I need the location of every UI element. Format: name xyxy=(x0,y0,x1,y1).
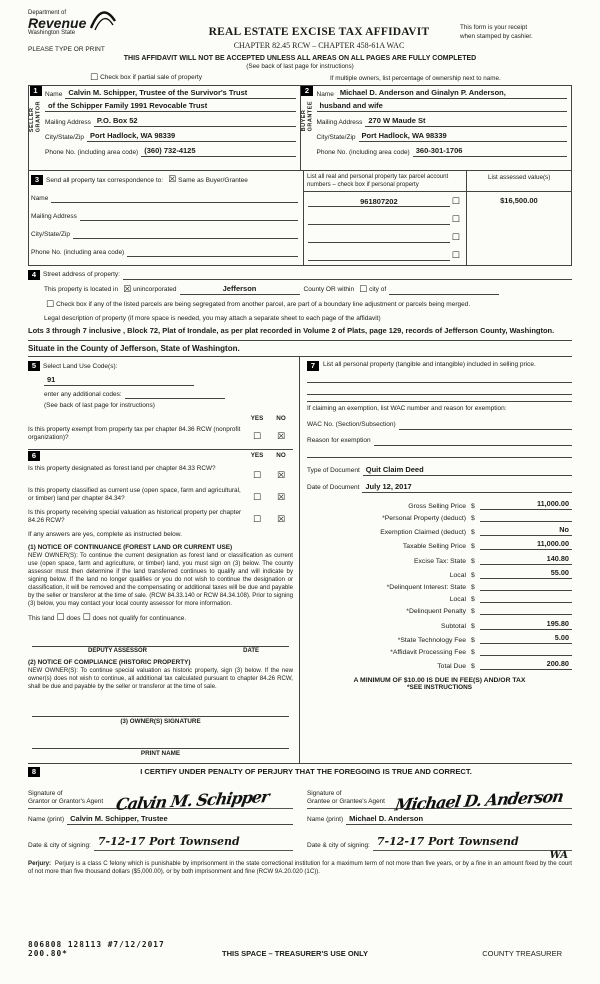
corr-mailing-field[interactable] xyxy=(80,211,298,221)
logo-dept-of: Department of xyxy=(28,10,67,16)
section-3 xyxy=(28,171,572,266)
grantee-side-word: GRANTEE xyxy=(307,101,313,132)
receipt-note xyxy=(460,10,572,41)
print-name-line[interactable] xyxy=(32,737,289,749)
parcel-header-line2: numbers – check box if personal property xyxy=(307,180,419,188)
section6-no-header: NO xyxy=(276,452,286,460)
receipt-note-line2: when stamped by cashier. xyxy=(460,32,533,40)
exemption-claim-label: If claiming an exemption, list WAC number and reason for exemption: xyxy=(307,405,507,413)
seller-csz-value: Port Hadlock, WA 98339 xyxy=(87,131,295,142)
money-row xyxy=(307,582,572,591)
land-does-checkbox[interactable]: ☐ xyxy=(56,612,65,623)
state-technology-fee-value: 5.00 xyxy=(480,633,572,644)
money-row xyxy=(307,619,572,630)
parcel-number-field-3[interactable] xyxy=(308,233,450,243)
section-2-badge: 2 xyxy=(301,86,313,96)
send-correspondence-label: Send all property tax correspondence to: xyxy=(46,176,164,184)
treasurer-space-label: THIS SPACE – TREASURER'S USE ONLY xyxy=(222,949,368,958)
deputy-assessor-signature-line[interactable] xyxy=(32,635,289,647)
dollar-sign: $ xyxy=(471,502,475,510)
located-in-label: This property is located in xyxy=(44,286,119,294)
date-of-document-label: Date of Document xyxy=(307,484,360,492)
notice1-title: (1) NOTICE OF CONTINUANCE (FOREST LAND OR CURRENT USE) xyxy=(28,544,233,552)
buyer-csz-value: Port Hadlock, WA 98339 xyxy=(359,131,567,142)
receipt-note-line1: This form is your receipt xyxy=(460,24,528,31)
section-7-badge: 7 xyxy=(307,361,319,371)
partial-sale-label: Check box if partial sale of property xyxy=(100,74,202,82)
street-address-field[interactable] xyxy=(123,271,572,280)
section-5-badge: 5 xyxy=(28,361,40,371)
grantee-signature-area[interactable] xyxy=(307,783,572,815)
minimum-fee-note: A MINIMUM OF $10.00 IS DUE IN FEE(S) AND/OR TAX xyxy=(353,677,526,685)
tax-correspondence-block xyxy=(29,171,303,265)
buyer-mailing-value: 270 W Maude St xyxy=(365,116,567,127)
cashier-receipt-stamp: 806808 128113 #7/12/2017 200.80* xyxy=(28,940,165,958)
dollar-sign: $ xyxy=(471,571,475,579)
gross-selling-price-label: Gross Selling Price xyxy=(408,502,466,510)
dor-logo xyxy=(28,10,178,36)
seller-name-value-line2: of the Schipper Family 1991 Revocable Trust xyxy=(45,101,296,112)
notice2-title: (2) NOTICE OF COMPLIANCE (HISTORIC PROPERTY) xyxy=(28,658,191,666)
parcel-row1-personal-checkbox[interactable]: ☐ xyxy=(451,196,460,207)
parcel-header-line1: List all real and personal property tax parcel account xyxy=(307,173,449,180)
seller-grantor-side-label xyxy=(29,101,42,132)
delinquent-penalty-label: *Delinquent Penalty xyxy=(406,608,466,616)
dollar-sign: $ xyxy=(471,529,475,537)
perjury-note xyxy=(28,860,572,876)
land-use-code-value: 91 xyxy=(44,375,194,386)
delinquent-interest-local-label: Local xyxy=(449,596,466,604)
county-value: Jefferson xyxy=(180,284,300,295)
section-4-badge: 4 xyxy=(28,270,40,280)
completion-warning: THIS AFFIDAVIT WILL NOT BE ACCEPTED UNLESS ALL AREAS ON ALL PAGES ARE FULLY COMPLETED xyxy=(123,55,477,62)
grantor-date-city-label: Date & city of signing: xyxy=(28,842,91,850)
grantor-date-city-value: 7-12-17 Port Townsend xyxy=(97,834,240,848)
unincorporated-checkbox[interactable]: ☒ xyxy=(123,284,132,295)
partial-sale-row xyxy=(28,74,572,83)
unincorporated-label: unincorporated xyxy=(133,286,177,294)
assessor-date-label: DATE xyxy=(243,647,259,654)
money-row xyxy=(307,513,572,522)
personal-property-deduct-value[interactable] xyxy=(480,513,572,522)
parcel-row3-personal-checkbox[interactable]: ☐ xyxy=(451,232,460,243)
additional-codes-field[interactable] xyxy=(125,390,225,399)
taxable-selling-price-label: Taxable Selling Price xyxy=(402,543,466,551)
subtotal-label: Subtotal xyxy=(441,622,466,630)
corr-name-label: Name xyxy=(31,194,49,202)
section-3-badge: 3 xyxy=(31,175,43,185)
reason-exemption-field-2[interactable] xyxy=(307,446,572,458)
parties-section xyxy=(28,85,572,171)
seller-mailing-label: Mailing Address xyxy=(45,118,91,126)
land-does-not-checkbox[interactable]: ☐ xyxy=(82,612,91,623)
chapter-line: CHAPTER 82.45 RCW – CHAPTER 458-61A WAC xyxy=(233,41,405,50)
personal-property-field-2[interactable] xyxy=(307,383,572,395)
taxable-selling-price-value: 11,000.00 xyxy=(480,539,572,550)
wac-no-label: WAC No. (Section/Subsection) xyxy=(307,421,396,429)
section5-see-back: (See back of last page for instructions) xyxy=(44,402,155,410)
seller-phone-value: (360) 732-4125 xyxy=(141,146,295,157)
grantor-printed-name: Calvin M. Schipper, Trustee xyxy=(67,814,293,825)
current-use-question: Is this property classified as current use (open space, farm and agricultural, or timber) land per chapter 84.34? xyxy=(28,486,241,503)
forest-no-checkbox[interactable]: ☒ xyxy=(276,470,286,481)
grantee-sig-label-line2: Grantee or Grantee's Agent xyxy=(307,798,385,806)
historic-question: Is this property receiving special valuation as historical property per chapter 84.26 RCW? xyxy=(28,508,242,525)
grantor-side-word: GRANTOR xyxy=(35,101,42,133)
exemption-claimed-label: Exemption Claimed (deduct) xyxy=(380,529,466,537)
current-use-yes-checkbox[interactable]: ☐ xyxy=(252,492,262,503)
personal-property-field-1[interactable] xyxy=(307,371,572,383)
exempt-question: Is this property exempt from property tax per chapter 84.36 RCW (nonprofit organization)? xyxy=(28,425,241,442)
legal-description-value: Lots 3 through 7 inclusive , Block 72, Plat of Irondale, as per plat recorded in Volume 2 of Plats, page 129, records of Jefferson County, Washington. xyxy=(28,326,555,336)
grantee-sig-label-line1: Signature of xyxy=(307,789,342,797)
parcel-header xyxy=(304,171,466,191)
total-due-label: Total Due xyxy=(437,663,466,671)
type-of-document-value: Quit Claim Deed xyxy=(363,465,572,476)
money-row xyxy=(307,499,572,510)
assessed-value-header: List assessed value(s) xyxy=(466,171,571,191)
delinquent-interest-state-value[interactable] xyxy=(480,582,572,591)
exemption-block xyxy=(307,401,572,457)
grantor-signature: Calvin M. Schipper xyxy=(114,786,271,814)
seller-name-label: Name xyxy=(45,90,63,98)
dollar-sign: $ xyxy=(471,596,475,604)
mid-columns xyxy=(28,357,572,763)
section-5 xyxy=(28,361,293,443)
total-due-value: 200.80 xyxy=(480,659,572,670)
money-row xyxy=(307,594,572,603)
no-header: NO xyxy=(276,414,286,422)
land-use-label: Select Land Use Code(s): xyxy=(43,362,118,370)
buyer-name-value: Michael D. Anderson and Ginalyn P. Anderson, xyxy=(337,88,567,99)
reason-exemption-label: Reason for exemption xyxy=(307,437,371,445)
seller-phone-label: Phone No. (including area code) xyxy=(45,148,139,156)
delinquent-interest-local-value[interactable] xyxy=(480,594,572,603)
affidavit-processing-fee-label: *Affidavit Processing Fee xyxy=(390,648,466,656)
money-row xyxy=(307,633,572,644)
type-of-document-label: Type of Document xyxy=(307,467,360,475)
yes-header: YES xyxy=(250,414,264,422)
state-technology-fee-label: *State Technology Fee xyxy=(397,636,466,644)
form-header xyxy=(28,10,572,53)
this-land-label: This land xyxy=(28,614,55,622)
corr-mailing-label: Mailing Address xyxy=(31,212,77,220)
delinquent-interest-state-label: *Delinquent Interest: State xyxy=(386,583,466,591)
historic-yes-checkbox[interactable]: ☐ xyxy=(252,514,262,525)
corr-phone-label: Phone No. (including area code) xyxy=(31,248,125,256)
subtotal-value: 195.80 xyxy=(480,619,572,630)
money-row xyxy=(307,525,572,536)
section-7 xyxy=(307,361,572,395)
section-8 xyxy=(28,764,572,861)
gross-selling-price-value: 11,000.00 xyxy=(480,499,572,510)
section-4 xyxy=(28,266,572,342)
buyer-mailing-label: Mailing Address xyxy=(316,118,363,126)
print-name-label: PRINT NAME xyxy=(140,749,181,757)
section-6-badge: 6 xyxy=(28,451,40,461)
grantee-date-city-value: 7-12-17 Port Townsend xyxy=(376,834,519,848)
grantor-sig-label-line1: Signature of xyxy=(28,789,63,797)
buyer-grantee-side-label xyxy=(301,101,314,131)
additional-codes-label: enter any additional codes: xyxy=(44,390,122,398)
legal-description-label: Legal description of property (if more space is needed, you may attach a separate sheet to each page of the affidavit) xyxy=(44,314,381,322)
grantor-signature-area[interactable] xyxy=(28,783,293,814)
assessed-value: $16,500.00 xyxy=(500,195,538,205)
situate-line: Situate in the County of Jefferson, State of Washington. xyxy=(28,341,572,357)
seller-csz-label: City/State/Zip xyxy=(45,133,85,141)
corr-csz-label: City/State/Zip xyxy=(31,230,71,238)
seller-section xyxy=(29,86,300,170)
perjury-body: Perjury is a class C felony which is punishable by imprisonment in the state correctional institution for a maximum term of not more than five years, or by a fine in an amount fixed by the court of not more than five thousand dollars ($5,000.00), or by both imprisonment and fine (RCW 9A.20.020 (1C)). xyxy=(28,859,572,875)
partial-sale-checkbox[interactable]: ☐ xyxy=(90,73,99,83)
parcel-row2-personal-checkbox[interactable]: ☐ xyxy=(451,214,460,225)
parcel-number-value: 961807202 xyxy=(308,197,450,207)
if-yes-note: If any answers are yes, complete as instructed below. xyxy=(28,530,182,538)
grantee-signature-label xyxy=(307,790,385,808)
money-row xyxy=(307,647,572,656)
grantee-signature: Michael D. Anderson xyxy=(393,786,565,815)
grantor-signature-label xyxy=(28,790,103,808)
section-1-badge: 1 xyxy=(30,86,42,96)
owners-signature-line[interactable] xyxy=(32,705,289,717)
seller-side-word: SELLER xyxy=(29,107,35,133)
notice1-body: NEW OWNER(S): To continue the current designation as forest land or classification as current use (open space, farm and agriculture, or timber) land, you must sign on (3) below. The county assessor must then determine if the land transferred continues to qualify and will indicate by signing below. If the land no longer qualifies or you do not wish to continue the designation or classification, it will be removed and the compensating or additional taxes will be due and payable by the seller or transferor at the time of sale. (RCW 84.33.140 or RCW 84.34.108). Prior to signing (3) below, you may contact your local county assessor for more information. xyxy=(28,552,293,608)
parcel-number-field-2[interactable] xyxy=(308,215,450,225)
money-row xyxy=(307,568,572,579)
money-table xyxy=(307,499,572,670)
corr-csz-field[interactable] xyxy=(73,229,298,239)
grantor-name-print-label: Name (print) xyxy=(28,816,65,824)
logo-washington-state: Washington State xyxy=(28,30,76,36)
does-label: does xyxy=(66,614,81,622)
dollar-sign: $ xyxy=(471,583,475,591)
segregated-label: Check box if any of the listed parcels are being segregated from another parcel, are part of a boundary line adjustment or parcels being merged. xyxy=(56,301,471,309)
parcel-block xyxy=(303,171,571,265)
dollar-sign: $ xyxy=(471,543,475,551)
multiple-owners-note: If multiple owners, list percentage of ownership next to name. xyxy=(330,75,501,82)
exemption-claimed-value: No xyxy=(480,525,572,536)
forest-land-question: Is this property designated as forest land per chapter 84.33 RCW? xyxy=(28,464,216,472)
wac-no-field[interactable] xyxy=(399,421,572,430)
section6-yes-header: YES xyxy=(250,452,264,460)
personal-property-label: List all personal property (tangible and intangible) included in selling price. xyxy=(323,361,536,369)
dollar-sign: $ xyxy=(471,648,475,656)
see-instructions-note: *SEE INSTRUCTIONS xyxy=(407,684,472,692)
buyer-name-value-line2: husband and wife xyxy=(317,101,568,112)
dollar-sign: $ xyxy=(471,608,475,616)
form-title: REAL ESTATE EXCISE TAX AFFIDAVIT xyxy=(208,26,430,38)
date-of-document-value: July 12, 2017 xyxy=(362,482,572,493)
city-of-checkbox[interactable]: ☐ xyxy=(359,284,368,295)
city-of-label: city of xyxy=(369,286,387,294)
owners-signature-label: (3) OWNER(S) SIGNATURE xyxy=(120,717,201,725)
buyer-phone-label: Phone No. (including area code) xyxy=(316,148,410,156)
grantee-date-city-label: Date & city of signing: xyxy=(307,842,370,850)
dollar-sign: $ xyxy=(471,557,475,565)
county-treasurer-label: COUNTY TREASURER xyxy=(482,949,562,958)
personal-property-deduct-label: *Personal Property (deduct) xyxy=(382,515,466,523)
seller-mailing-value: P.O. Box 52 xyxy=(94,116,296,127)
forest-yes-checkbox[interactable]: ☐ xyxy=(252,470,262,481)
buyer-name-label: Name xyxy=(316,90,334,98)
buyer-csz-label: City/State/Zip xyxy=(316,133,356,141)
money-row xyxy=(307,659,572,670)
section-6 xyxy=(28,449,293,757)
street-address-label: Street address of property: xyxy=(43,271,120,279)
grantee-printed-name: Michael D. Anderson xyxy=(346,814,572,825)
grantor-sig-label-line2: Grantor or Grantor's Agent xyxy=(28,798,104,806)
dollar-sign: $ xyxy=(471,622,475,630)
excise-tax-local-label: Local xyxy=(449,571,466,579)
same-as-buyer-checkbox[interactable]: ☒ xyxy=(168,175,177,185)
logo-revenue: Revenue xyxy=(28,15,87,31)
grantee-name-print-label: Name (print) xyxy=(307,816,344,824)
excise-tax-state-label: Excise Tax: State xyxy=(413,557,466,565)
excise-tax-state-value: 140.80 xyxy=(480,554,572,565)
excise-tax-local-value: 55.00 xyxy=(480,568,572,579)
certify-statement: I CERTIFY UNDER PENALTY OF PERJURY THAT THE FOREGOING IS TRUE AND CORRECT. xyxy=(140,767,472,777)
section5-yes-no-header xyxy=(28,415,293,422)
city-of-field[interactable] xyxy=(389,286,499,295)
same-as-buyer-label: Same as Buyer/Grantee xyxy=(178,176,248,184)
buyer-phone-value: 360-301-1706 xyxy=(413,146,567,157)
current-use-no-checkbox[interactable]: ☒ xyxy=(276,492,286,503)
perjury-lead: Perjury: xyxy=(28,859,52,867)
exempt-no-checkbox[interactable]: ☒ xyxy=(276,431,286,442)
seller-name-value: Calvin M. Schipper, Trustee of the Survivor's Trust xyxy=(65,88,295,99)
section-8-badge: 8 xyxy=(28,767,40,777)
delinquent-penalty-value[interactable] xyxy=(480,606,572,615)
money-row xyxy=(307,606,572,615)
reason-exemption-field[interactable] xyxy=(374,437,572,446)
dollar-sign: $ xyxy=(471,636,475,644)
buyer-section xyxy=(300,86,572,170)
document-block xyxy=(307,465,572,493)
see-back-note: (See back of last page for instructions) xyxy=(246,63,354,70)
footer-row xyxy=(28,940,572,958)
parcel-row4-personal-checkbox[interactable]: ☐ xyxy=(451,250,460,261)
parcel-number-field-4[interactable] xyxy=(308,251,450,261)
buyer-side-word: BUYER xyxy=(300,109,307,132)
money-row xyxy=(307,554,572,565)
continuance-line xyxy=(28,614,293,623)
corr-name-field[interactable] xyxy=(51,193,298,203)
dollar-sign: $ xyxy=(471,515,475,523)
dollar-sign: $ xyxy=(471,663,475,671)
corr-phone-field[interactable] xyxy=(127,247,298,257)
exempt-yes-checkbox[interactable]: ☐ xyxy=(252,431,262,442)
segregated-checkbox[interactable]: ☐ xyxy=(46,299,55,310)
notice2-body: NEW OWNER(S): To continue special valuation as historic property, sign (3) below. If the new owner(s) does not wish to continue, all additional tax calculated pursuant to chapter 84.26 RCW, shall be due and payable by the seller or transferor at the time of sale. xyxy=(28,666,293,690)
please-type-or-print: PLEASE TYPE OR PRINT xyxy=(28,46,105,53)
deputy-assessor-label: DEPUTY ASSESSOR xyxy=(88,647,148,654)
does-not-label: does not qualify for continuance. xyxy=(92,614,187,622)
affidavit-processing-fee-value[interactable] xyxy=(480,647,572,656)
historic-no-checkbox[interactable]: ☒ xyxy=(276,514,286,525)
revenue-swoosh-icon xyxy=(88,8,118,34)
grantee-date-city-extra: WA xyxy=(549,849,568,861)
money-row xyxy=(307,539,572,550)
county-or-within-label: County OR within xyxy=(303,286,355,294)
